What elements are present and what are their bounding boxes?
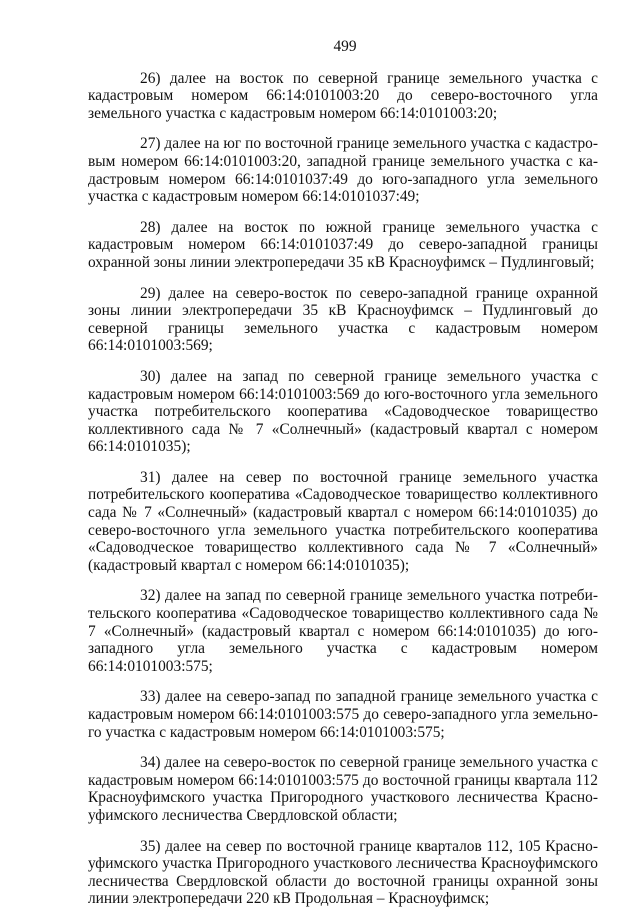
page-number: 499 xyxy=(333,38,357,55)
clause-27: 27) далее на юг по восточной границе земельного участка с кадастровым номером 66:14:0101003:20, западной границе земельного участка с кадастровым номером 66:14:0101037:49 до юго-западного угла земельного участка с кадастровым номером 66:14:0101037:49; xyxy=(88,135,598,206)
clause-32: 32) далее на запад по северной границе земельного участка потребительского кооператива «Садоводческое товарищество коллективного сада № 7 «Солнечный» (кадастровый квартал с номером 66:14:0101035) до юго-западного угла земельного участка с кадастровым номером 66:14:0101003:575; xyxy=(88,587,598,675)
clause-28: 28) далее на восток по южной границе земельного участка с кадастровым номером 66:14:0101037:49 до северо-западной границы охранной зоны линии электропередачи 35 кВ Красноуфимск – Пудлинговый; xyxy=(88,218,598,271)
clause-30: 30) далее на запад по северной границе земельного участка с кадастровым номером 66:14:0101003:569 до юго-восточного угла земельного участка потребительского кооператива «Садоводческое товарищество коллективного сада № 7 «Солнечный» (кадастровый квартал с номером 66:14:0101035); xyxy=(88,367,598,456)
clause-26: 26) далее на восток по северной границе земельного участка с кадастровым номером 66:14:0101003:20 до северо-восточного угла земельного участка с кадастровым номером 66:14:0101003:20; xyxy=(88,69,598,122)
clause-33: 33) далее на северо-запад по западной границе земельного участка с кадастровым номером 66:14:0101003:575 до северо-западного угла земельного участка с кадастровым номером 66:14:0101003:575; xyxy=(88,688,598,741)
clause-31: 31) далее на север по восточной границе земельного участка потребительского кооператива «Садоводческое товарищество коллективного сада № 7 «Солнечный» (кадастровый квартал с номером 66:14:0101035) до северо-восточного угла земельного участка потребительского кооператива «Садоводческое товарищество коллективного сада № 7 «Солнечный» (кадастровый квартал с номером 66:14:0101035); xyxy=(88,468,598,574)
clause-29: 29) далее на северо-восток по северо-западной границе охранной зоны линии электропередачи 35 кВ Красноуфимск – Пудлинговый до северной границы земельного участка с кадастровым номером 66:14:0101003:569; xyxy=(88,284,598,355)
clause-34: 34) далее на северо-восток по северной границе земельного участка с кадастровым номером 66:14:0101003:575 до восточной границы квартала 112 Красноуфимского участка Пригородного участкового лесничества Красноуфимского лесничества Свердловской области; xyxy=(88,754,598,824)
clause-35: 35) далее на север по восточной границе кварталов 112, 105 Красноуфимского участка Пригородного участкового лесничества Красноуфимского лесничества Свердловской области до восточной границы охранной зоны линии электропередачи 220 кВ Продольная – Красноуфимск; xyxy=(88,837,598,908)
